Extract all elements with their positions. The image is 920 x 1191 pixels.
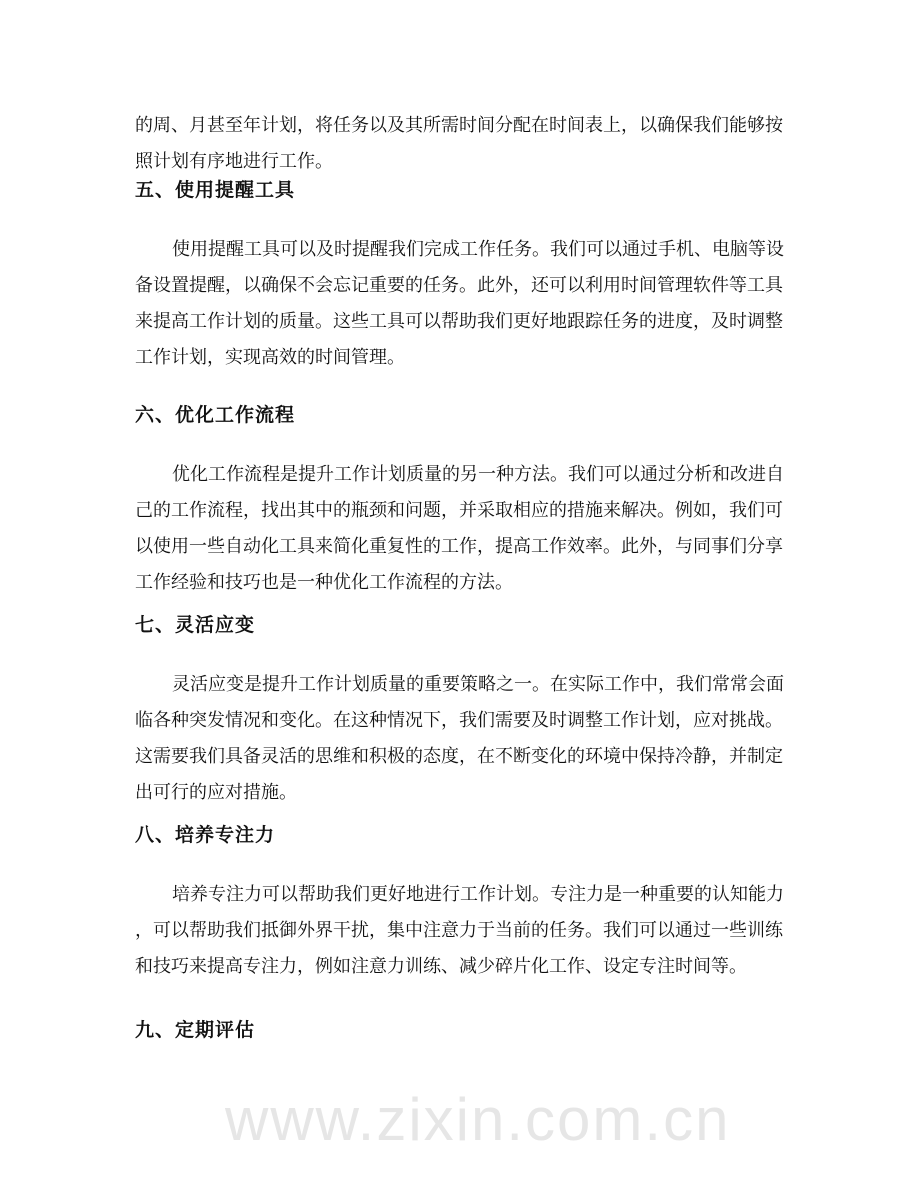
paragraph-line: 的周、月甚至年计划，将任务以及其所需时间分配在时间表上，以确保我们能够按 [135, 115, 783, 136]
paragraph-line: 临各种突发情况和变化。在这种情况下，我们需要及时调整工作计划，应对挑战。 [135, 710, 783, 731]
paragraph-line: 这需要我们具备灵活的思维和积极的态度，在不断变化的环境中保持冷静，并制定 [135, 746, 783, 767]
section-heading: 八、培养专注力 [135, 824, 276, 846]
paragraph-line: 照计划有序地进行工作。 [135, 151, 333, 172]
section-heading: 五、使用提醒工具 [135, 179, 296, 201]
paragraph-line: 和技巧来提高专注力，例如注意力训练、减少碎片化工作、设定专注时间等。 [135, 956, 747, 977]
paragraph-line: 工作经验和技巧也是一种优化工作流程的方法。 [135, 572, 513, 593]
watermark: www.zixin.com.cn [225, 1086, 731, 1153]
paragraph-line: 优化工作流程是提升工作计划质量的另一种方法。我们可以通过分析和改进自 [172, 464, 784, 485]
paragraph-line: 出可行的应对措施。 [135, 782, 297, 803]
paragraph-line: 灵活应变是提升工作计划质量的重要策略之一。在实际工作中，我们常常会面 [172, 674, 784, 695]
paragraph-line: 备设置提醒，以确保不会忘记重要的任务。此外，还可以利用时间管理软件等工具 [135, 275, 783, 296]
paragraph-line: 己的工作流程，找出其中的瓶颈和问题，并采取相应的措施来解决。例如，我们可 [135, 500, 783, 521]
section-heading: 九、定期评估 [135, 1019, 256, 1041]
section-heading: 七、灵活应变 [135, 614, 256, 636]
paragraph-line: 培养专注力可以帮助我们更好地进行工作计划。专注力是一种重要的认知能力 [172, 884, 784, 905]
section-heading: 六、优化工作流程 [135, 404, 296, 426]
paragraph-line: 工作计划，实现高效的时间管理。 [135, 347, 405, 368]
paragraph-line: 以使用一些自动化工具来简化重复性的工作，提高工作效率。此外，与同事们分享 [135, 536, 783, 557]
paragraph-line: ，可以帮助我们抵御外界干扰，集中注意力于当前的任务。我们可以通过一些训练 [135, 920, 783, 941]
paragraph-line: 来提高工作计划的质量。这些工具可以帮助我们更好地跟踪任务的进度，及时调整 [135, 311, 783, 332]
paragraph-line: 使用提醒工具可以及时提醒我们完成工作任务。我们可以通过手机、电脑等设 [172, 239, 784, 260]
